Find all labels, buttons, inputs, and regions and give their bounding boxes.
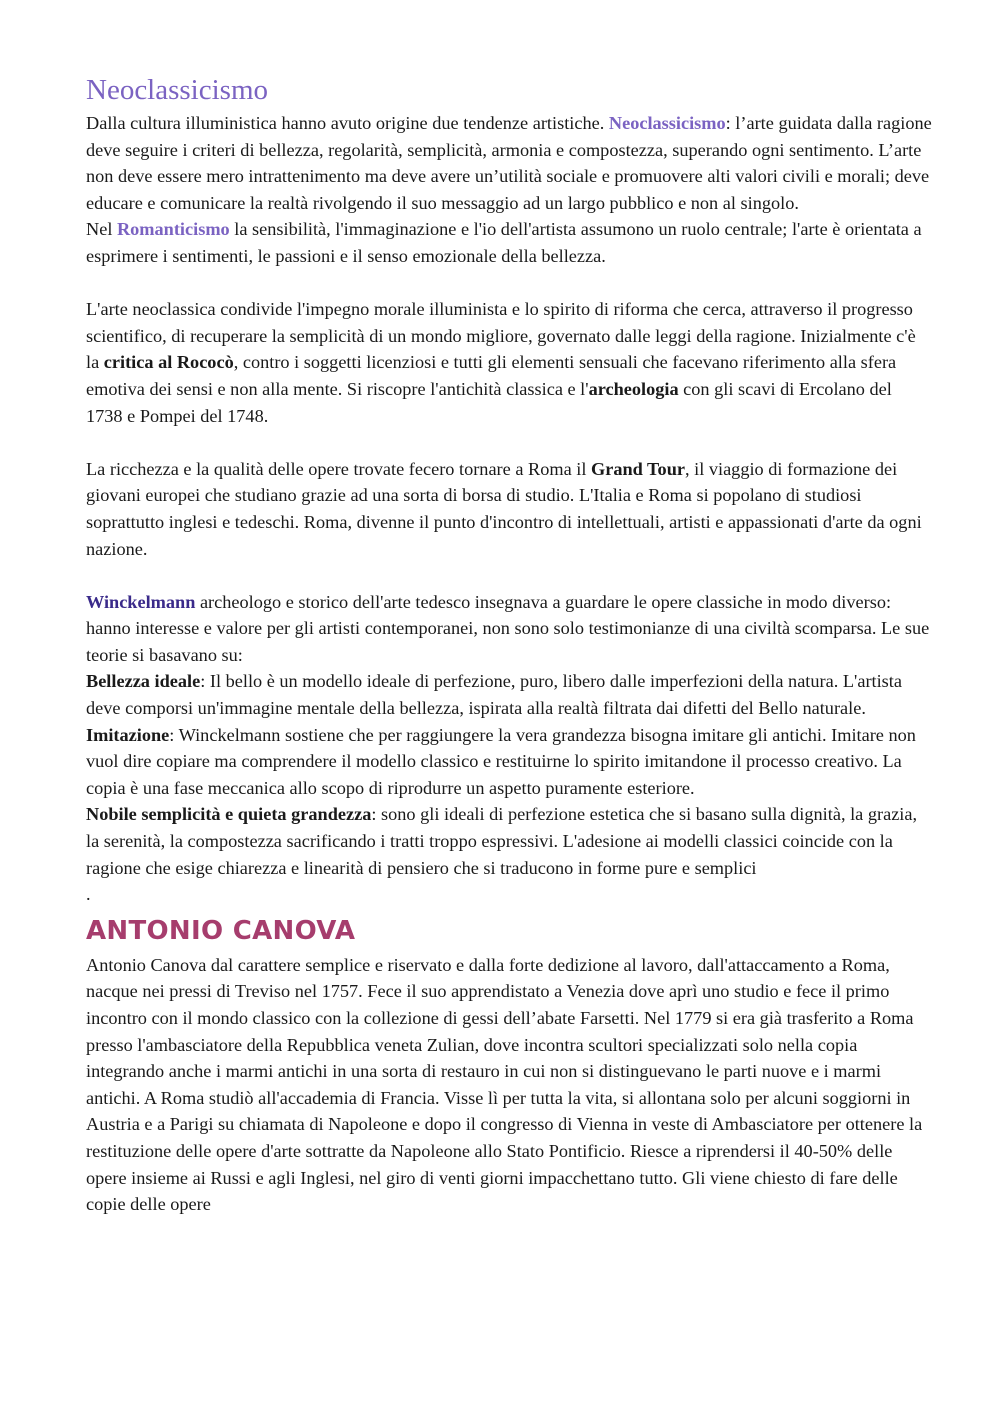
paragraph-winckelmann: Winckelmann archeologo e storico dell'arte tedesco insegnava a guardare le opere classiche in modo diverso: hanno interesse e valore per gli artisti contemporanei, non sono solo testimonianze di una civiltà scomparsa. Le sue teorie si basavano su: [86,591,930,665]
spacer [86,562,932,589]
term-bellezza-ideale: Bellezza ideale [86,671,201,692]
paragraph-romanticismo: Nel Romanticismo la sensibilità, l'immaginazione e l'io dell'artista assumono un ruolo centrale; l'arte è orientata a esprimere i sentimenti, le passioni e il senso emozionale della bellezza. [86,219,922,266]
term-archeologia: archeologia [588,378,679,399]
paragraph-grand-tour: La ricchezza e la qualità delle opere trovate fecero tornare a Roma il Grand Tour, il viaggio di formazione dei giovani europei che studiano grazie ad una sorta di borsa di studio. L'Italia e Roma si popolano di studiosi soprattutto inglesi e tedeschi. Roma, divenne il punto d'incontro di intellettuali, artisti e appassionati d'arte da ogni nazione. [86,458,922,559]
term-romanticismo: Romanticismo [116,219,230,240]
paragraph-canova-bio: Antonio Canova dal carattere semplice e riservato e dalla forte dedizione al lavoro, dall'attaccamento a Roma, nacque nei pressi di Treviso nel 1757. Fece il suo apprendistato a Venezia dove aprì uno studio e fece il primo incontro con il mondo classico con la collezione di gessi dell’abate Farsetti. Nel 1779 si era già trasferito a Roma presso l'ambasciatore della Repubblica veneta Zulian, dove incontra scultori specializzati solo nella copia integrando anche i marmi antichi in una sorta di restauro in cui non si distinguevano le parti nuove e i marmi antichi. A Roma studiò all'accademia di Francia. Visse lì per tutta la vita, si allontana solo per alcuni soggiorni in Austria e a Parigi su chiamata di Napoleone e dopo il congresso di Vienna in veste di Ambasciatore per ottenere la restituzione delle opere d'arte sottratte da Napoleone allo Stato Pontificio. Riesce a riprendersi il 40-50% delle opere insieme ai Russi e agli Inglesi, nel giro di venti giorni impacchettano tutto. Gli viene chiesto di fare delle copie delle opere [86,954,923,1215]
term-critica-rococo: critica al Rococò [103,352,234,373]
paragraph-arte-neoclassica: L'arte neoclassica condivide l'impegno morale illuminista e lo spirito di riforma che cerca, attraverso il progresso scientifico, di recuperare la semplicità di un mondo migliore, governato dalle leggi della ragione. Inizialmente c'è la critica al Rococò, contro i soggetti licenziosi e tutti gli elementi sensuali che facevano riferimento alla sfera emotiva dei sensi e non alla mente. Si riscopre l'antichità classica e l'archeologia con gli scavi di Ercolano del 1738 e Pompei del 1748. [86,299,916,426]
section-title-antonio-canova: ANTONIO CANOVA [86,915,356,946]
paragraph-intro: Dalla cultura illuministica hanno avuto origine due tendenze artistiche. Neoclassicismo: l’arte guidata dalla ragione deve seguire i criteri di bellezza, regolarità, semplicità, armonia e compostezza, superando ogni sentimento. L’arte non deve essere mero intrattenimento ma deve avere un’utilità sociale e promuovere alti valori civili e morali; deve educare e comunicare la realtà rivolgendo il suo messaggio ad un largo pubblico e non al singolo. [86,113,932,213]
paragraph-nobile-semplicita: Nobile semplicità e quieta grandezza: sono gli ideali di perfezione estetica che si basano sulla dignità, la grazia, la serenità, la compostezza sacrificando i tratti troppo espressivi. L'adesione ai modelli classici coincide con la ragione che esige chiarezza e linearità di pensiero che si traducono in forme pure e semplici [86,804,918,878]
term-grand-tour: Grand Tour [590,458,685,479]
spacer [86,270,932,297]
term-winckelmann: Winckelmann [86,591,196,612]
term-imitazione: Imitazione [86,724,170,745]
spacer [86,429,932,456]
section-title-neoclassicismo: Neoclassicismo [86,74,269,106]
stray-dot: . [86,884,91,905]
paragraph-bellezza-ideale: Bellezza ideale: Il bello è un modello ideale di perfezione, puro, libero dalle imperfezioni della natura. L'artista deve comporsi un'immagine mentale della bellezza, ispirata alla realtà filtrata dai difetti del Bello naturale. [86,671,902,719]
document-page [86,72,932,1218]
term-nobile-semplicita: Nobile semplicità e quieta grandezza [86,804,372,825]
paragraph-imitazione: Imitazione: Winckelmann sostiene che per raggiungere la vera grandezza bisogna imitare gli antichi. Imitare non vuol dire copiare ma comprendere il modello classico e restituirne lo spirito imitandone il processo creativo. La copia è una fase meccanica allo scopo di riprodurre un aspetto puramente esteriore. [86,724,916,798]
term-neoclassicismo: Neoclassicismo [608,113,726,133]
